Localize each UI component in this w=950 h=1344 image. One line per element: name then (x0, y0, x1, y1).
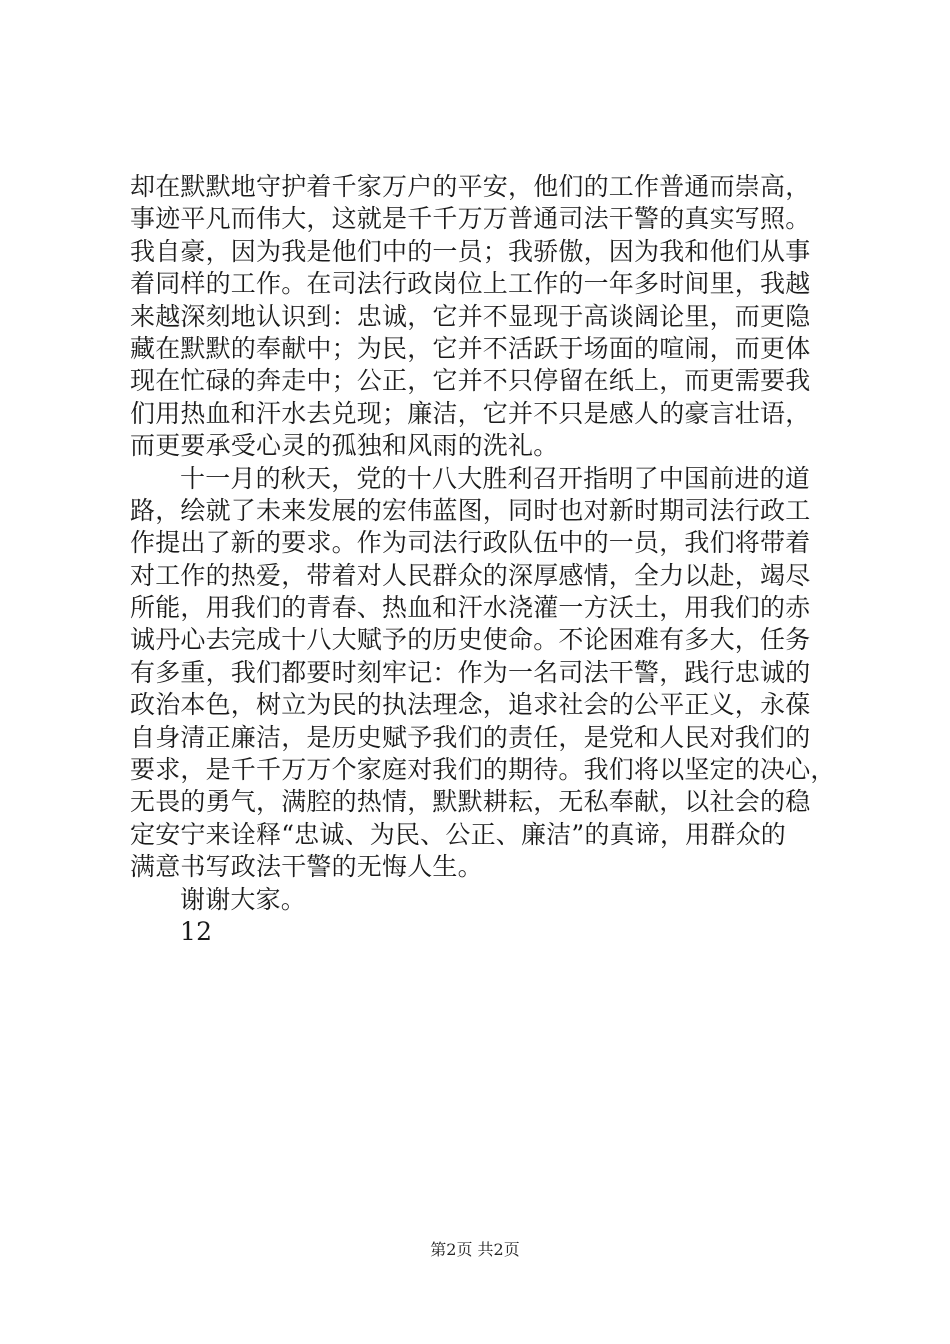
closing-line: 谢谢大家。 (180, 884, 307, 914)
text-line: 们用热血和汗水去兑现；廉洁，它并不只是感人的豪言壮语， (130, 398, 811, 428)
text-line: 路，绘就了未来发展的宏伟蓝图，同时也对新时期司法行政工 (130, 495, 811, 525)
text-line: 满意书写政法干警的无悔人生。 (130, 852, 483, 882)
text-line: 而更要承受心灵的孤独和风雨的洗礼。 (130, 431, 559, 461)
text-line: 无畏的勇气，满腔的热情，默默耕耘，无私奉献，以社会的稳 (130, 787, 811, 817)
text-line: 要求，是千千万万个家庭对我们的期待。我们将以坚定的决心， (130, 755, 836, 785)
text-line: 藏在默默的奉献中；为民，它并不活跃于场面的喧闹，而更体 (130, 333, 811, 363)
text-line: 对工作的热爱，带着对人民群众的深厚感情，全力以赴，竭尽 (130, 560, 811, 590)
text-line: 定安宁来诠释“忠诚、为民、公正、廉洁”的真谛，用群众的 (130, 819, 786, 849)
text-line: 诚丹心去完成十八大赋予的历史使命。不论困难有多大，任务 (130, 625, 811, 655)
text-line: 所能，用我们的青春、热血和汗水浇灌一方沃土，用我们的赤 (130, 593, 811, 623)
text-line: 有多重，我们都要时刻牢记：作为一名司法干警，践行忠诚的 (130, 657, 811, 687)
text-line: 着同样的工作。在司法行政岗位上工作的一年多时间里，我越 (130, 269, 811, 299)
document-body (130, 171, 840, 948)
text-line: 自身清正廉洁，是历史赋予我们的责任，是党和人民对我们的 (130, 722, 811, 752)
text-line: 现在忙碌的奔走中；公正，它并不只停留在纸上，而更需要我 (130, 366, 811, 396)
text-line: 作提出了新的要求。作为司法行政队伍中的一员，我们将带着 (130, 528, 811, 558)
paragraph-start-line: 十一月的秋天，党的十八大胜利召开指明了中国前进的道 (180, 463, 811, 493)
trailing-number: 12 (180, 916, 213, 946)
text-line: 我自豪，因为我是他们中的一员；我骄傲，因为我和他们从事 (130, 236, 811, 266)
text-line: 却在默默地守护着千家万户的平安，他们的工作普通而崇高， (130, 172, 811, 201)
text-line: 政治本色，树立为民的执法理念，追求社会的公平正义，永葆 (130, 690, 811, 720)
text-line: 来越深刻地认识到：忠诚，它并不显现于高谈阔论里，而更隐 (130, 301, 811, 331)
page-footer: 第2页 共2页 (430, 1240, 520, 1259)
text-line: 事迹平凡而伟大，这就是千千万万普通司法干警的真实写照。 (130, 204, 811, 234)
